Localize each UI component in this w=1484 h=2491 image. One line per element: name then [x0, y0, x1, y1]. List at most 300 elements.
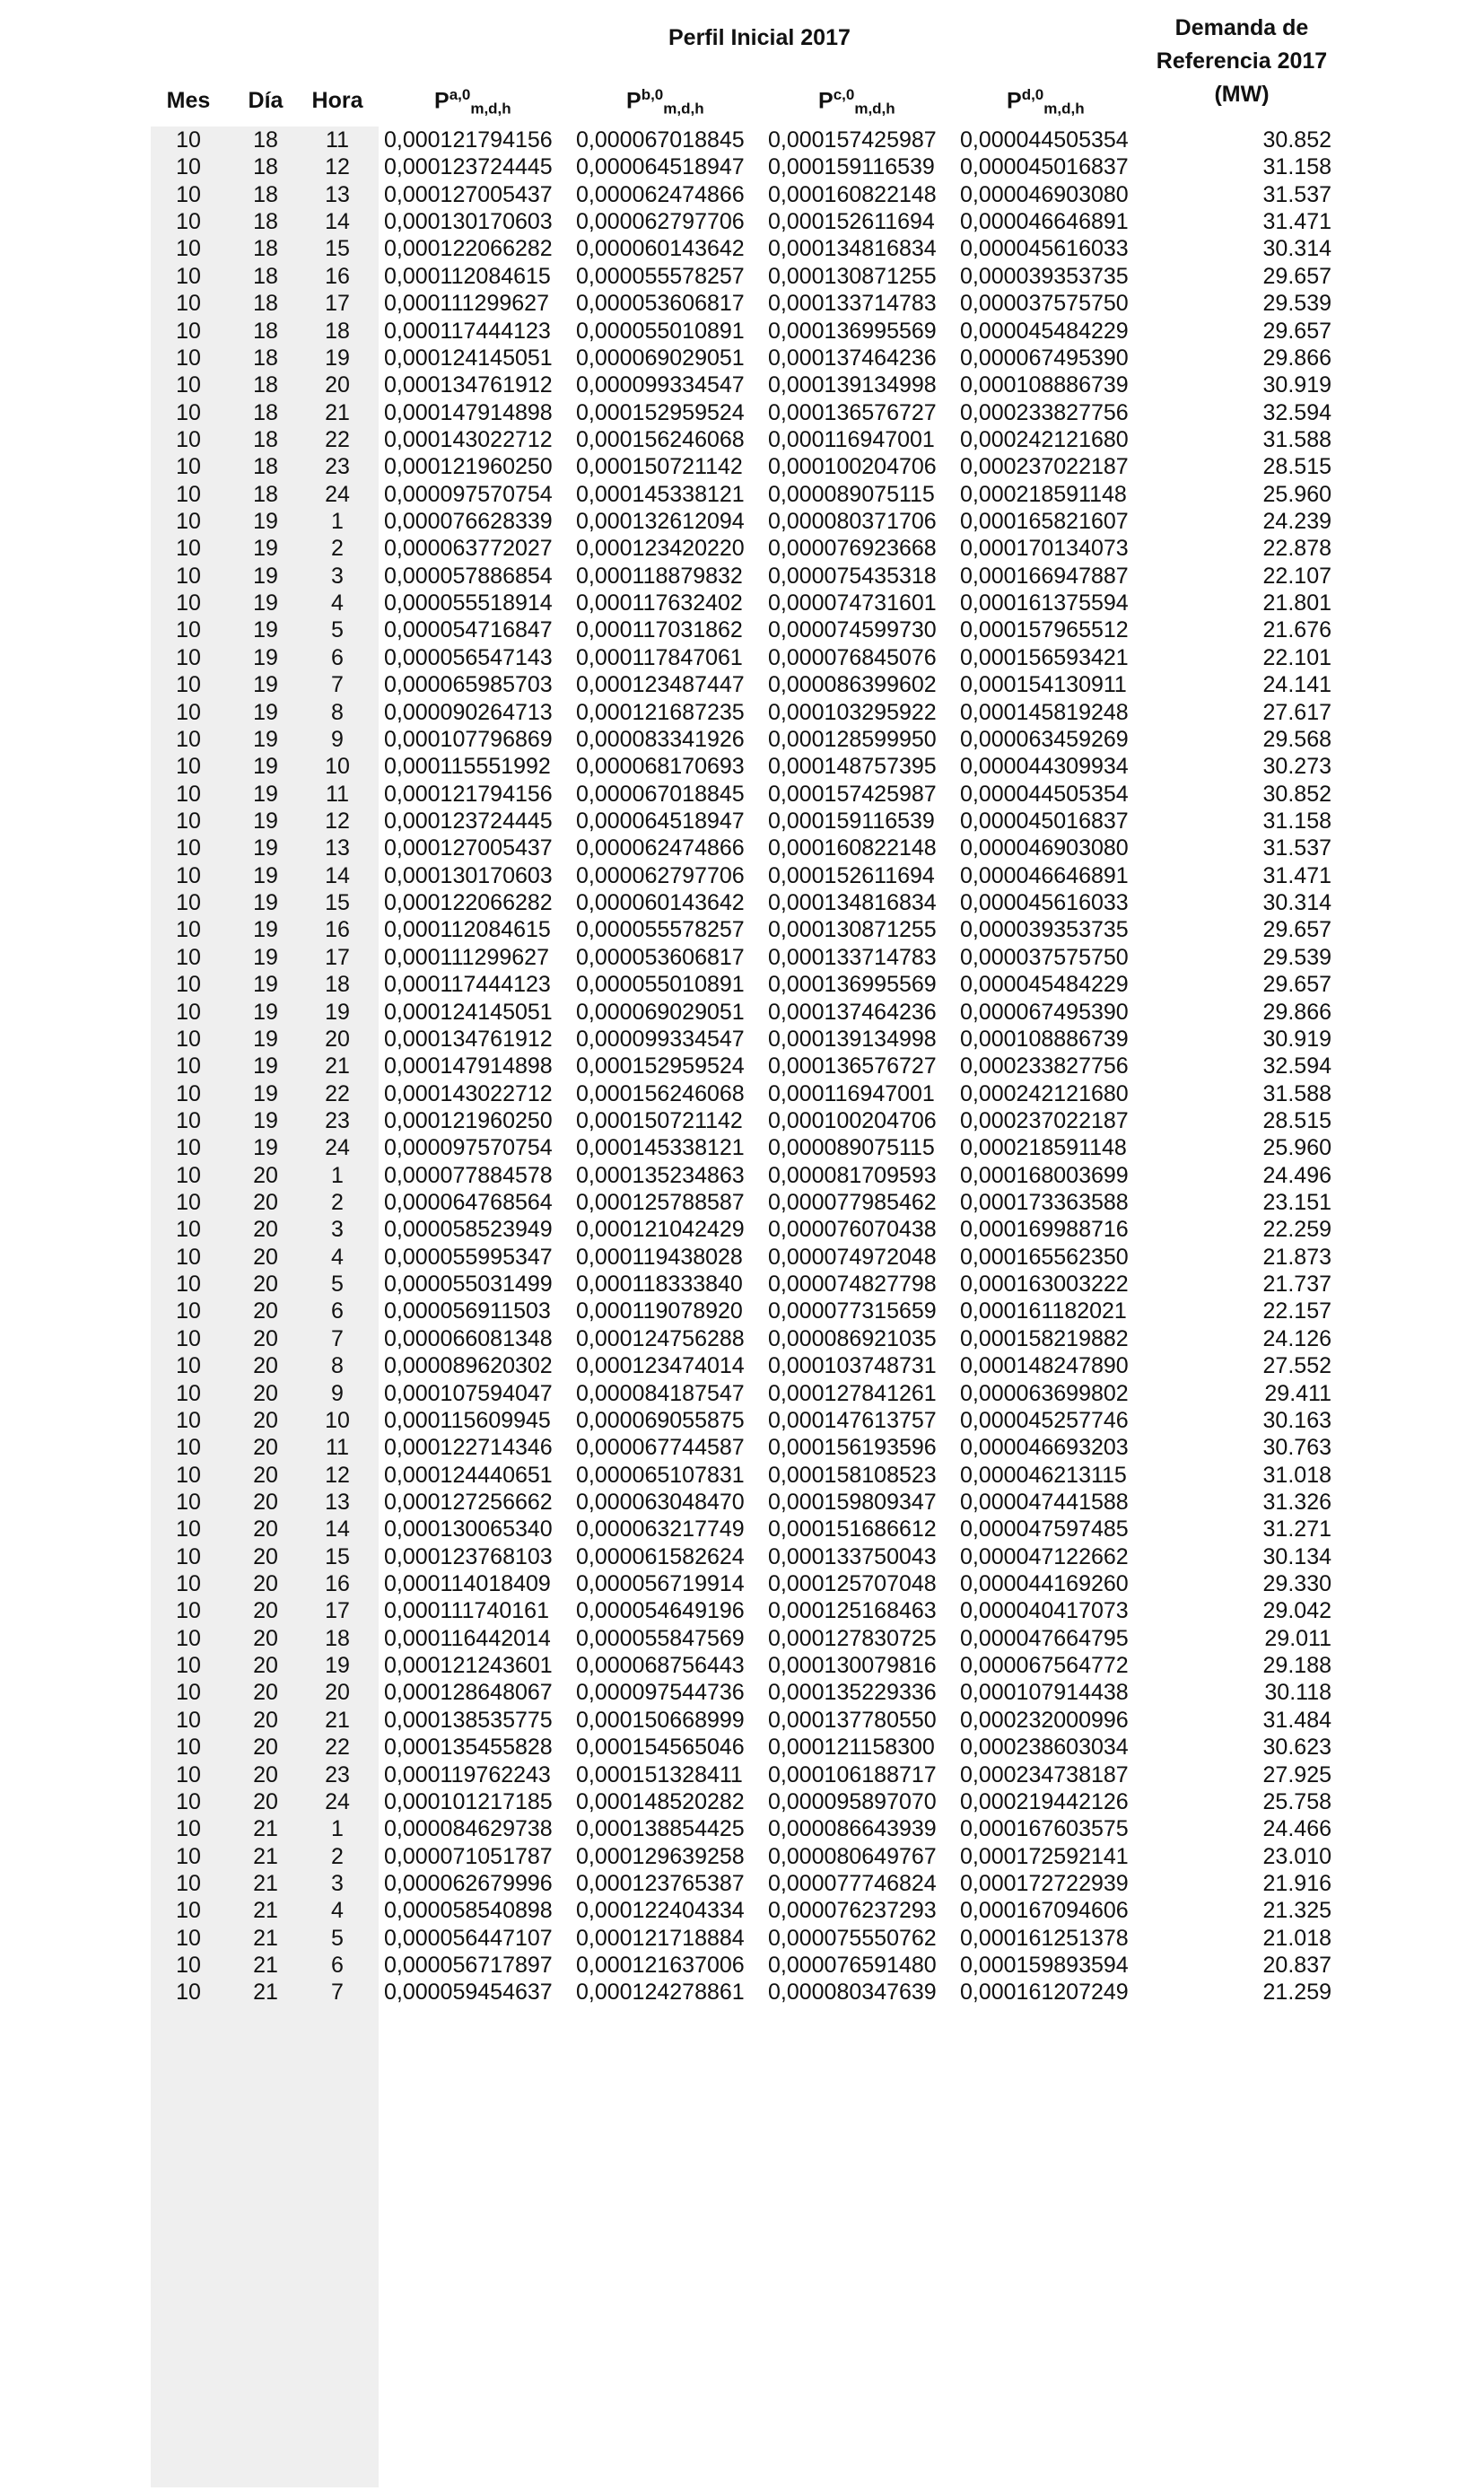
cell-pd: 0,000045616033 — [960, 236, 1129, 262]
cell-dia: 20 — [253, 1516, 278, 1543]
cell-pa: 0,000112084615 — [384, 917, 551, 943]
cell-mes: 10 — [176, 1898, 201, 1924]
cell-demanda: 22.157 — [1262, 1298, 1331, 1324]
cell-hora: 23 — [325, 1761, 350, 1787]
cell-demanda: 31.537 — [1262, 181, 1331, 207]
cell-dia: 19 — [253, 917, 278, 943]
cell-dia: 18 — [253, 426, 278, 452]
cell-pc: 0,000125707048 — [768, 1571, 937, 1597]
cell-dia: 20 — [253, 1707, 278, 1733]
cell-pa: 0,000121794156 — [384, 127, 553, 153]
cell-dia: 20 — [253, 1788, 278, 1814]
table-row — [0, 563, 1484, 590]
table-row — [0, 1434, 1484, 1461]
table-row — [0, 1325, 1484, 1352]
table-row — [0, 1489, 1484, 1516]
cell-pc: 0,000160822148 — [768, 181, 937, 207]
cell-pb: 0,000117031862 — [576, 617, 743, 643]
table-row — [0, 1543, 1484, 1570]
table-row — [0, 1134, 1484, 1161]
cell-pb: 0,000060143642 — [576, 890, 745, 916]
table-row — [0, 1925, 1484, 1952]
cell-pb: 0,000118333840 — [576, 1272, 743, 1298]
cell-pc: 0,000076591480 — [768, 1953, 937, 1979]
cell-mes: 10 — [176, 1244, 201, 1270]
cell-demanda: 31.271 — [1262, 1516, 1331, 1543]
cell-demanda: 30.852 — [1262, 781, 1331, 807]
cell-pb: 0,000054649196 — [576, 1598, 745, 1624]
cell-pd: 0,000045016837 — [960, 808, 1129, 834]
cell-hora: 1 — [331, 1162, 344, 1188]
cell-mes: 10 — [176, 944, 201, 970]
cell-pc: 0,000121158300 — [768, 1735, 935, 1761]
cell-pd: 0,000167094606 — [960, 1898, 1129, 1924]
cell-demanda: 24.466 — [1262, 1816, 1331, 1842]
cell-pc: 0,000157425987 — [768, 781, 937, 807]
cell-hora: 5 — [331, 1925, 344, 1951]
cell-demanda: 24.496 — [1262, 1162, 1331, 1188]
cell-mes: 10 — [176, 1680, 201, 1706]
cell-pa: 0,000119762243 — [384, 1761, 551, 1787]
cell-pc: 0,000134816834 — [768, 236, 937, 262]
cell-hora: 5 — [331, 617, 344, 643]
cell-pb: 0,000068170693 — [576, 754, 745, 780]
cell-mes: 10 — [176, 291, 201, 317]
cell-dia: 19 — [253, 536, 278, 562]
cell-dia: 19 — [253, 590, 278, 616]
cell-demanda: 30.314 — [1262, 890, 1331, 916]
table-row — [0, 1162, 1484, 1189]
table-row — [0, 699, 1484, 726]
cell-pb: 0,000129639258 — [576, 1843, 745, 1869]
table-row — [0, 835, 1484, 861]
cell-pd: 0,000233827756 — [960, 399, 1129, 425]
cell-pb: 0,000067018845 — [576, 127, 745, 153]
cell-pa: 0,000056547143 — [384, 644, 553, 670]
cell-pb: 0,000064518947 — [576, 808, 745, 834]
cell-pc: 0,000106188717 — [768, 1761, 937, 1787]
cell-pa: 0,000127005437 — [384, 181, 553, 207]
cell-pd: 0,000161375594 — [960, 590, 1129, 616]
cell-pb: 0,000068756443 — [576, 1653, 745, 1679]
cell-pa: 0,000122066282 — [384, 890, 553, 916]
cell-dia: 18 — [253, 209, 278, 235]
cell-mes: 10 — [176, 345, 201, 371]
cell-pd: 0,000163003222 — [960, 1272, 1129, 1298]
cell-mes: 10 — [176, 672, 201, 698]
cell-pb: 0,000121718884 — [576, 1925, 745, 1951]
cell-demanda: 29.411 — [1264, 1380, 1331, 1406]
cell-pc: 0,000089075115 — [768, 481, 935, 507]
cell-demanda: 29.330 — [1262, 1571, 1331, 1597]
cell-pa: 0,000122066282 — [384, 236, 553, 262]
cell-dia: 20 — [253, 1489, 278, 1515]
table-row — [0, 944, 1484, 971]
cell-pc: 0,000086643939 — [768, 1816, 937, 1842]
cell-pc: 0,000148757395 — [768, 754, 937, 780]
cell-pa: 0,000084629738 — [384, 1816, 553, 1842]
cell-pa: 0,000121960250 — [384, 1107, 553, 1133]
cell-hora: 16 — [325, 1571, 350, 1597]
cell-pa: 0,000111299627 — [384, 291, 549, 317]
cell-dia: 20 — [253, 1272, 278, 1298]
cell-pc: 0,000127830725 — [768, 1625, 937, 1651]
cell-pa: 0,000114018409 — [384, 1571, 551, 1597]
cell-demanda: 21.873 — [1262, 1244, 1331, 1270]
cell-pb: 0,000123487447 — [576, 672, 745, 698]
cell-hora: 22 — [325, 1080, 350, 1106]
cell-hora: 24 — [325, 481, 350, 507]
cell-pa: 0,000128648067 — [384, 1680, 553, 1706]
cell-hora: 12 — [325, 154, 350, 180]
table-row — [0, 1189, 1484, 1216]
cell-hora: 2 — [331, 536, 344, 562]
cell-demanda: 30.852 — [1262, 127, 1331, 153]
cell-hora: 17 — [325, 944, 350, 970]
cell-dia: 19 — [253, 835, 278, 861]
table-row — [0, 1625, 1484, 1652]
cell-pc: 0,000159116539 — [768, 154, 935, 180]
cell-dia: 19 — [253, 1026, 278, 1052]
table-row — [0, 808, 1484, 835]
cell-dia: 21 — [253, 1871, 278, 1896]
cell-hora: 3 — [331, 1871, 344, 1896]
cell-pb: 0,000061582624 — [576, 1543, 745, 1569]
cell-pa: 0,000115609945 — [384, 1407, 551, 1433]
cell-demanda: 31.158 — [1262, 808, 1331, 834]
cell-mes: 10 — [176, 1272, 201, 1298]
cell-pb: 0,000148520282 — [576, 1788, 745, 1814]
cell-dia: 18 — [253, 263, 278, 289]
cell-pb: 0,000123765387 — [576, 1871, 745, 1896]
cell-demanda: 21.259 — [1262, 1980, 1331, 2006]
cell-pd: 0,000047597485 — [960, 1516, 1129, 1543]
cell-mes: 10 — [176, 1462, 201, 1488]
cell-dia: 20 — [253, 1298, 278, 1324]
table-row — [0, 999, 1484, 1026]
cell-dia: 19 — [253, 617, 278, 643]
cell-pd: 0,000237022187 — [960, 454, 1129, 480]
table-row — [0, 345, 1484, 371]
cell-pa: 0,000124440651 — [384, 1462, 553, 1488]
cell-pc: 0,000137464236 — [768, 345, 937, 371]
cell-dia: 18 — [253, 481, 278, 507]
cell-mes: 10 — [176, 754, 201, 780]
cell-mes: 10 — [176, 1107, 201, 1133]
cell-hora: 4 — [331, 1244, 344, 1270]
table-row — [0, 726, 1484, 753]
header-pb-sup: b,0 — [641, 86, 664, 103]
cell-pd: 0,000169988716 — [960, 1217, 1129, 1243]
cell-mes: 10 — [176, 1298, 201, 1324]
cell-dia: 18 — [253, 236, 278, 262]
cell-pc: 0,000133714783 — [768, 944, 937, 970]
cell-pb: 0,000069055875 — [576, 1407, 745, 1433]
cell-pc: 0,000130871255 — [768, 263, 937, 289]
cell-hora: 21 — [325, 1053, 350, 1079]
cell-demanda: 31.588 — [1262, 426, 1331, 452]
table-row — [0, 671, 1484, 698]
cell-pb: 0,000150668999 — [576, 1707, 745, 1733]
cell-pc: 0,000137780550 — [768, 1707, 937, 1733]
cell-demanda: 24.141 — [1262, 672, 1331, 698]
cell-pc: 0,000080371706 — [768, 509, 937, 535]
cell-hora: 7 — [331, 672, 344, 698]
table-row — [0, 1870, 1484, 1897]
table-row — [0, 1352, 1484, 1379]
cell-pb: 0,000117632402 — [576, 590, 743, 616]
table-row — [0, 889, 1484, 916]
cell-pa: 0,000116442014 — [384, 1625, 551, 1651]
cell-hora: 1 — [331, 509, 344, 535]
cell-pb: 0,000151328411 — [576, 1761, 743, 1787]
cell-demanda: 28.515 — [1262, 1107, 1331, 1133]
cell-pc: 0,000125168463 — [768, 1598, 937, 1624]
cell-pd: 0,000232000996 — [960, 1707, 1129, 1733]
cell-pb: 0,000122404334 — [576, 1898, 745, 1924]
header-pd — [1007, 86, 1085, 118]
table-row — [0, 1734, 1484, 1761]
cell-demanda: 30.314 — [1262, 236, 1331, 262]
cell-dia: 19 — [253, 972, 278, 998]
cell-pd: 0,000161207249 — [960, 1980, 1129, 2006]
cell-pc: 0,000157425987 — [768, 127, 937, 153]
cell-pb: 0,000065107831 — [576, 1462, 745, 1488]
cell-pc: 0,000136576727 — [768, 399, 937, 425]
cell-demanda: 30.919 — [1262, 372, 1331, 398]
cell-hora: 20 — [325, 1026, 350, 1052]
cell-pc: 0,000158108523 — [768, 1462, 937, 1488]
table-row — [0, 753, 1484, 780]
cell-pd: 0,000145819248 — [960, 699, 1129, 725]
cell-demanda: 29.568 — [1262, 726, 1331, 752]
cell-pb: 0,000056719914 — [576, 1571, 745, 1597]
cell-mes: 10 — [176, 835, 201, 861]
cell-pc: 0,000074731601 — [768, 590, 937, 616]
demand-header-line3: (MW) — [1214, 82, 1270, 107]
cell-pd: 0,000158219882 — [960, 1325, 1129, 1351]
cell-pd: 0,000157965512 — [960, 617, 1129, 643]
cell-demanda: 30.273 — [1262, 754, 1331, 780]
table-row — [0, 1380, 1484, 1407]
table-row — [0, 1707, 1484, 1734]
cell-pc: 0,000095897070 — [768, 1788, 937, 1814]
cell-pa: 0,000107594047 — [384, 1380, 553, 1406]
table-row — [0, 535, 1484, 562]
cell-pa: 0,000143022712 — [384, 1080, 553, 1106]
cell-dia: 19 — [253, 781, 278, 807]
cell-pd: 0,000173363588 — [960, 1190, 1129, 1216]
cell-hora: 16 — [325, 917, 350, 943]
cell-pa: 0,000055518914 — [384, 590, 553, 616]
cell-dia: 19 — [253, 754, 278, 780]
cell-pc: 0,000080649767 — [768, 1843, 937, 1869]
table-row — [0, 1271, 1484, 1298]
cell-pd: 0,000039353735 — [960, 917, 1129, 943]
cell-pb: 0,000067744587 — [576, 1435, 745, 1461]
table-row — [0, 1815, 1484, 1842]
cell-pb: 0,000055010891 — [576, 972, 745, 998]
cell-mes: 10 — [176, 1598, 201, 1624]
cell-dia: 18 — [253, 454, 278, 480]
cell-hora: 14 — [325, 862, 350, 888]
cell-pb: 0,000124278861 — [576, 1980, 745, 2006]
cell-pa: 0,000121960250 — [384, 454, 553, 480]
cell-dia: 19 — [253, 563, 278, 589]
cell-pd: 0,000148247890 — [960, 1353, 1129, 1379]
cell-pd: 0,000047122662 — [960, 1543, 1129, 1569]
cell-hora: 24 — [325, 1788, 350, 1814]
cell-pd: 0,000045616033 — [960, 890, 1129, 916]
cell-pd: 0,000165562350 — [960, 1244, 1129, 1270]
cell-pd: 0,000161251378 — [960, 1925, 1129, 1951]
table-row — [0, 453, 1484, 480]
cell-demanda: 29.188 — [1262, 1653, 1331, 1679]
cell-demanda: 25.758 — [1262, 1788, 1331, 1814]
demand-header — [1116, 12, 1367, 111]
cell-pd: 0,000159893594 — [960, 1953, 1129, 1979]
cell-mes: 10 — [176, 318, 201, 344]
cell-mes: 10 — [176, 1217, 201, 1243]
cell-pb: 0,000067018845 — [576, 781, 745, 807]
header-mes: Mes — [166, 88, 211, 113]
cell-pc: 0,000152611694 — [768, 209, 935, 235]
cell-pb: 0,000097544736 — [576, 1680, 745, 1706]
cell-pb: 0,000117847061 — [576, 644, 743, 670]
cell-pd: 0,000161182021 — [960, 1298, 1127, 1324]
cell-mes: 10 — [176, 1053, 201, 1079]
table-row — [0, 644, 1484, 671]
cell-pd: 0,000237022187 — [960, 1107, 1129, 1133]
cell-hora: 4 — [331, 1898, 344, 1924]
cell-pd: 0,000047441588 — [960, 1489, 1129, 1515]
header-pb — [626, 86, 704, 118]
cell-demanda: 30.919 — [1262, 1026, 1331, 1052]
profile-title: Perfil Inicial 2017 — [668, 25, 851, 50]
cell-pb: 0,000062797706 — [576, 209, 745, 235]
cell-dia: 20 — [253, 1543, 278, 1569]
cell-mes: 10 — [176, 1325, 201, 1351]
cell-pb: 0,000053606817 — [576, 291, 745, 317]
cell-demanda: 25.960 — [1262, 1135, 1331, 1161]
cell-pa: 0,000071051787 — [384, 1843, 553, 1869]
cell-pc: 0,000130871255 — [768, 917, 937, 943]
cell-pc: 0,000152611694 — [768, 862, 935, 888]
cell-pb: 0,000063217749 — [576, 1516, 745, 1543]
cell-pc: 0,000080347639 — [768, 1980, 937, 2006]
cell-pa: 0,000101217185 — [384, 1788, 553, 1814]
cell-dia: 19 — [253, 509, 278, 535]
cell-pd: 0,000046903080 — [960, 835, 1129, 861]
cell-dia: 18 — [253, 372, 278, 398]
cell-demanda: 24.239 — [1262, 509, 1331, 535]
cell-pb: 0,000152959524 — [576, 1053, 745, 1079]
cell-pb: 0,000154565046 — [576, 1735, 745, 1761]
cell-dia: 19 — [253, 862, 278, 888]
cell-hora: 12 — [325, 808, 350, 834]
cell-pc: 0,000075550762 — [768, 1925, 937, 1951]
cell-pd: 0,000170134073 — [960, 536, 1129, 562]
cell-hora: 19 — [325, 1653, 350, 1679]
cell-mes: 10 — [176, 890, 201, 916]
cell-pd: 0,000046693203 — [960, 1435, 1129, 1461]
cell-pa: 0,000111740161 — [384, 1598, 549, 1624]
cell-hora: 7 — [331, 1980, 344, 2006]
cell-demanda: 29.042 — [1262, 1598, 1331, 1624]
cell-mes: 10 — [176, 1407, 201, 1433]
cell-dia: 20 — [253, 1380, 278, 1406]
cell-pd: 0,000172592141 — [960, 1843, 1129, 1869]
cell-pd: 0,000218591148 — [960, 1135, 1127, 1161]
cell-dia: 20 — [253, 1325, 278, 1351]
cell-pd: 0,000037575750 — [960, 291, 1129, 317]
cell-pc: 0,000159116539 — [768, 808, 935, 834]
cell-mes: 10 — [176, 726, 201, 752]
cell-pa: 0,000097570754 — [384, 1135, 553, 1161]
cell-mes: 10 — [176, 1707, 201, 1733]
cell-dia: 21 — [253, 1953, 278, 1979]
cell-pc: 0,000156193596 — [768, 1435, 937, 1461]
cell-dia: 20 — [253, 1653, 278, 1679]
cell-dia: 20 — [253, 1407, 278, 1433]
cell-pd: 0,000046213115 — [960, 1462, 1127, 1488]
cell-pa: 0,000089620302 — [384, 1353, 553, 1379]
cell-hora: 18 — [325, 1625, 350, 1651]
cell-mes: 10 — [176, 236, 201, 262]
cell-pa: 0,000123724445 — [384, 808, 553, 834]
table-row — [0, 318, 1484, 345]
cell-hora: 13 — [325, 835, 350, 861]
cell-demanda: 30.623 — [1262, 1735, 1331, 1761]
cell-demanda: 25.960 — [1262, 481, 1331, 507]
cell-pc: 0,000130079816 — [768, 1653, 937, 1679]
cell-mes: 10 — [176, 263, 201, 289]
cell-dia: 21 — [253, 1980, 278, 2006]
cell-pd: 0,000108886739 — [960, 372, 1129, 398]
header-pb-base: P — [626, 88, 642, 114]
cell-pd: 0,000037575750 — [960, 944, 1129, 970]
cell-hora: 23 — [325, 1107, 350, 1133]
cell-pd: 0,000233827756 — [960, 1053, 1129, 1079]
cell-dia: 19 — [253, 1080, 278, 1106]
cell-hora: 22 — [325, 426, 350, 452]
cell-dia: 20 — [253, 1625, 278, 1651]
cell-pa: 0,000066081348 — [384, 1325, 553, 1351]
cell-demanda: 32.594 — [1262, 1053, 1331, 1079]
cell-dia: 19 — [253, 644, 278, 670]
cell-mes: 10 — [176, 1162, 201, 1188]
cell-demanda: 27.552 — [1262, 1353, 1331, 1379]
cell-pa: 0,000117444123 — [384, 318, 551, 344]
cell-mes: 10 — [176, 1135, 201, 1161]
table-row — [0, 1761, 1484, 1788]
cell-dia: 19 — [253, 1135, 278, 1161]
cell-pa: 0,000130065340 — [384, 1516, 553, 1543]
cell-pc: 0,000127841261 — [768, 1380, 937, 1406]
table-row — [0, 590, 1484, 616]
cell-pa: 0,000056717897 — [384, 1953, 553, 1979]
cell-pb: 0,000119078920 — [576, 1298, 743, 1324]
cell-pc: 0,000074599730 — [768, 617, 937, 643]
cell-demanda: 29.657 — [1262, 917, 1331, 943]
cell-pb: 0,000121637006 — [576, 1953, 745, 1979]
cell-dia: 19 — [253, 672, 278, 698]
cell-dia: 19 — [253, 944, 278, 970]
cell-pa: 0,000054716847 — [384, 617, 553, 643]
cell-pb: 0,000124756288 — [576, 1325, 745, 1351]
cell-pa: 0,000112084615 — [384, 263, 551, 289]
cell-dia: 20 — [253, 1761, 278, 1787]
